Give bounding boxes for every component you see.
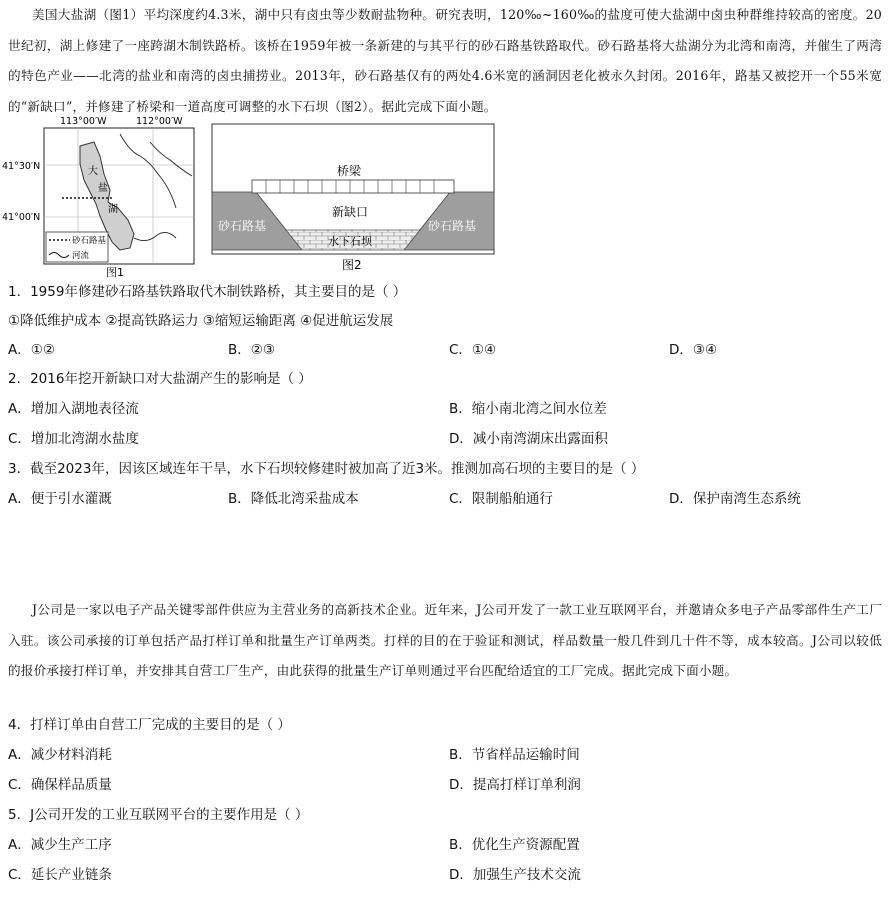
passage-1: 美国大盐湖（图1）平均深度约4.3米，湖中只有卤虫等少数耐盐物种。研究表明，120‰~160‰的盐度可使大盐湖中卤虫种群维持较高的密度。20世纪初，湖上修建了一座跨湖木制铁路桥。该桥在1959年被一条新建的与其平行的砂石路基铁路取代。砂石路基将大盐湖分为北湾和南湾，并催生了两湾的特色产业——北湾的盐业和南湾的卤虫捕捞业。2013年，砂石路基仅有的两处4.6米宽的涵洞因老化被永久封闭。2016年，路基又被挖开一个55米宽的“新缺口”，并修建了桥梁和一道高度可调整的水下石坝（图2）。据此完成下面小题。 [8,7,882,114]
figure-1-caption: 图1 [106,266,124,279]
q2-option-b[interactable]: B．缩小南北湾之间水位差 [449,401,607,417]
bridge-label: 桥梁 [337,164,362,178]
lon-right-label: 112°00′W [136,116,183,127]
figure-2-cross-section [208,120,498,274]
question-2-stem: 2．2016年挖开新缺口对大盐湖产生的影响是（ ） [8,371,312,387]
q3-option-b[interactable]: B．降低北湾采盐成本 [228,491,359,507]
lake-char-2: 盐 [98,183,108,194]
q5-option-c[interactable]: C．延长产业链条 [8,867,112,883]
q4-option-c[interactable]: C．确保样品质量 [8,777,112,793]
q3-option-d[interactable]: D．保护南湾生态系统 [669,491,801,507]
right-road-label: 砂石路基 [428,219,477,233]
q1-option-a[interactable]: A．①② [8,342,55,358]
q1-option-d[interactable]: D．③④ [669,342,718,358]
question-4-stem: 4．打样订单由自营工厂完成的主要目的是（ ） [8,717,291,733]
lat-bottom-label: 41°00′N [2,212,41,223]
q1-option-c[interactable]: C．①④ [449,342,497,358]
q5-option-d[interactable]: D．加强生产技术交流 [449,867,581,883]
bridge-deck [252,180,454,193]
gap-label: 新缺口 [332,205,369,219]
q5-option-a[interactable]: A．减少生产工序 [8,837,112,853]
legend-river: 河流 [72,251,90,261]
q4-option-b[interactable]: B．节省样品运输时间 [449,747,580,763]
legend-road: 砂石路基 [72,236,107,246]
q4-option-a[interactable]: A．减少材料消耗 [8,747,112,763]
figure-2-caption: 图2 [342,258,362,272]
question-5-stem: 5．J公司开发的工业互联网平台的主要作用是（ ） [8,807,309,823]
lake-char-1: 大 [88,166,98,177]
lat-top-label: 41°30′N [2,161,41,172]
passage-2: J公司是一家以电子产品关键零部件供应为主营业务的高新技术企业。近年来，J公司开发了一款工业互联网平台，并邀请众多电子产品零部件生产工厂入驻。该公司承接的订单包括产品打样订单和批量生产订单两类。打样的目的在于验证和测试，样品数量一般几件到几十件不等，成本较高。J公司以较低的报价承接打样订单，并安排其自营工厂生产，由此获得的批量生产订单则通过平台匹配给适宜的工厂完成。据此完成下面小题。 [8,602,882,678]
figure-1-map [0,112,200,280]
q3-option-c[interactable]: C．限制船舶通行 [449,491,553,507]
q2-option-a[interactable]: A．增加入湖地表径流 [8,401,139,417]
lake-char-3: 湖 [108,204,118,215]
q5-option-b[interactable]: B．优化生产资源配置 [449,837,580,853]
dam-label: 水下石坝 [328,235,372,248]
q2-option-c[interactable]: C．增加北湾湖水盐度 [8,431,139,447]
left-road-label: 砂石路基 [218,219,267,233]
q2-option-d[interactable]: D．减小南湾湖床出露面积 [449,431,608,447]
question-1-stem: 1．1959年修建砂石路基铁路取代木制铁路桥，其主要目的是（ ） [8,284,407,300]
q4-option-d[interactable]: D．提高打样订单利润 [449,777,581,793]
question-1-statements: ①降低维护成本 ②提高铁路运力 ③缩短运输距离 ④促进航运发展 [8,313,394,329]
question-3-stem: 3．截至2023年，因该区域连年干旱，水下石坝较修建时被加高了近3米。推测加高石坝的主要目的是（ ） [8,461,645,477]
q3-option-a[interactable]: A．便于引水灌溉 [8,491,112,507]
lon-left-label: 113°00′W [60,116,107,127]
q1-option-b[interactable]: B．②③ [228,342,275,358]
